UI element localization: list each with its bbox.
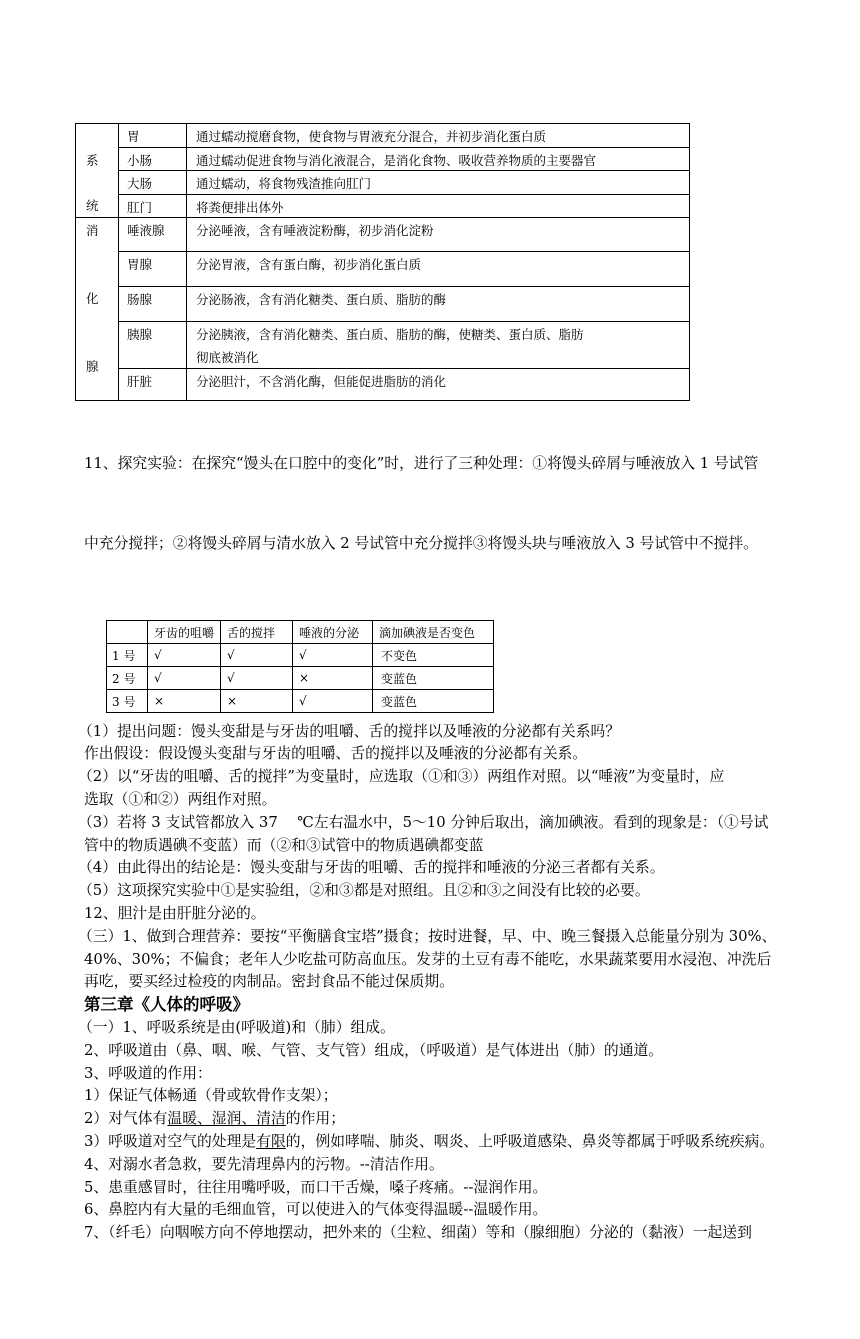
gland-name: 唾液腺 (119, 218, 187, 252)
gland-name: 肝脏 (119, 369, 187, 401)
line-text: 3）呼吸道对空气的处理是 (84, 1132, 257, 1150)
organ-function-text: 将粪便排出体外 (196, 200, 284, 215)
gland-function-text: 分泌胆汁，不含消化酶，但能促进脂肪的消化 (196, 374, 447, 389)
analysis-line: （1）提出问题：馒头变甜是与牙齿的咀嚼、舌的搅拌以及唾液的分泌都有关系吗？ (78, 722, 621, 740)
iodine-result-cell: 不变色 (373, 644, 494, 667)
gland-function-text: 分泌胃液，含有蛋白酶，初步消化蛋白质 (196, 257, 422, 272)
gland-function-text: 分泌肠液，含有消化糖类、蛋白质、脂肪的酶 (196, 292, 447, 307)
line-text: 2）对气体有 (84, 1110, 168, 1128)
organ-function (187, 124, 690, 148)
gland-function (187, 322, 690, 369)
organ-name: 肛门 (119, 195, 187, 218)
respiratory-line (84, 1131, 814, 1154)
gland-function-text: 分泌唾液，含有唾液淀粉酶，初步消化淀粉 (196, 223, 434, 238)
respiratory-line: 6、鼻腔内有大量的毛细血管，可以使进入的气体变得温暖--温暖作用。 (84, 1201, 548, 1219)
group-label-char: 统 (86, 198, 99, 213)
respiratory-line: （一）1、呼吸系统是由(呼吸道)和（肺）组成。 (78, 1018, 395, 1036)
group-label-system (76, 124, 119, 218)
tube-label: 3 号 (107, 690, 148, 713)
table-corner-cell (107, 621, 148, 644)
table-cell: √ (221, 667, 293, 690)
analysis-line: （5）这项探究实验中①是实验组，②和③都是对照组。且②和③之间没有比较的必要。 (78, 882, 650, 900)
underlined-text: 有限 (256, 1132, 286, 1150)
column-header: 舌的搅拌 (221, 621, 293, 644)
experiment-intro-line: 11、探究实验：在探究“馒头在口腔中的变化”时，进行了三种处理：①将馒头碎屑与唾液放入 1 号试管 (84, 455, 759, 472)
tube-label: 1 号 (107, 644, 148, 667)
group-label-char: 腺 (86, 359, 99, 374)
gland-function-text: 彻底被消化 (196, 350, 259, 365)
table-cell: × (148, 690, 221, 713)
analysis-line: （3）若将 3 支试管都放入 37 ℃左右温水中，5～10 分钟后取出，滴加碘液。看到的现象是：（①号试 (78, 813, 769, 831)
organ-function (187, 195, 690, 218)
gland-function-text: 分泌胰液，含有消化糖类、蛋白质、脂肪的酶，使糖类、蛋白质、脂肪 (196, 327, 584, 342)
digestive-organs-table (75, 123, 690, 401)
group-label-glands (76, 218, 119, 401)
group-label-char: 系 (86, 153, 99, 168)
table-cell: × (221, 690, 293, 713)
respiratory-line: 3、呼吸道的作用： (84, 1064, 212, 1082)
group-label-char: 化 (86, 291, 99, 306)
gland-name: 胰腺 (119, 322, 187, 369)
organ-function (187, 171, 690, 195)
organ-function-text: 通过蠕动促进食物与消化液混合，是消化食物、吸收营养物质的主要器官 (196, 153, 597, 168)
line-text: 的作用； (285, 1110, 345, 1128)
gland-name: 胃腺 (119, 252, 187, 287)
iodine-result-cell: 变蓝色 (373, 667, 494, 690)
iodine-result-cell: 变蓝色 (373, 690, 494, 713)
table-cell: √ (221, 644, 293, 667)
line-text: 的，例如哮喘、肺炎、咽炎、上呼吸道感染、鼻炎等都属于呼吸系统疾病。 (285, 1132, 775, 1150)
organ-function-text: 通过蠕动，将食物残渣推向肛门 (196, 176, 372, 191)
column-header: 滴加碘液是否变色 (373, 621, 494, 644)
respiratory-line: 1）保证气体畅通（骨或软骨作支架）； (84, 1087, 338, 1105)
body-text (78, 721, 814, 1245)
table-cell: √ (148, 667, 221, 690)
column-header: 唾液的分泌 (293, 621, 373, 644)
table-cell: √ (293, 644, 373, 667)
analysis-line: 管中的物质遇碘不变蓝）而（②和③试管中的物质遇碘都变蓝 (84, 836, 484, 854)
organ-name: 胃 (119, 124, 187, 148)
column-header: 牙齿的咀嚼 (148, 621, 221, 644)
group-label-char: 消 (86, 223, 99, 238)
gland-function (187, 252, 690, 287)
document-page (0, 123, 860, 1339)
underlined-text: 温暖、湿润、清洁 (167, 1110, 286, 1128)
organ-function (187, 148, 690, 171)
analysis-line: 作出假设：假设馒头变甜与牙齿的咀嚼、舌的搅拌以及唾液的分泌都有关系。 (84, 745, 588, 763)
organ-name: 大肠 (119, 171, 187, 195)
respiratory-line: 5、患重感冒时，往往用嘴呼吸，而口干舌燥，嗓子疼痛。--湿润作用。 (84, 1178, 548, 1196)
organ-function-text: 通过蠕动搅磨食物，使食物与胃液充分混合，并初步消化蛋白质 (196, 129, 547, 144)
chapter-heading: 第三章《人体的呼吸》 (84, 995, 249, 1015)
nutrition-line: （三）1、做到合理营养：要按“平衡膳食宝塔”摄食；按时进餐，早、中、晚三餐摄入总能量分别为 30%、 (78, 927, 777, 945)
nutrition-line: 再吃，要买经过检疫的肉制品。密封食品不能过保质期。 (84, 973, 454, 991)
table-cell: √ (148, 644, 221, 667)
respiratory-line (84, 1108, 814, 1131)
respiratory-line: 7、（纤毛）向咽喉方向不停地摆动，把外来的（尘粒、细菌）等和（腺细胞）分泌的（黏液）一起送到 (84, 1224, 752, 1242)
experiment-intro (84, 398, 814, 610)
gland-function (187, 369, 690, 401)
respiratory-line: 2、呼吸道由（鼻、咽、喉、气管、支气管）组成，（呼吸道）是气体进出（肺）的通道。 (84, 1041, 664, 1059)
respiratory-line: 4、对溺水者急救，要先清理鼻内的污物。--清洁作用。 (84, 1155, 444, 1173)
nutrition-line: 40%、30%；不偏食；老年人少吃盐可防高血压。发芽的土豆有毒不能吃，水果蔬菜要用水浸泡、冲洗后 (84, 950, 772, 968)
tube-label: 2 号 (107, 667, 148, 690)
gland-name: 肠腺 (119, 287, 187, 322)
analysis-line: （4）由此得出的结论是：馒头变甜与牙齿的咀嚼、舌的搅拌和唾液的分泌三者都有关系。 (78, 859, 665, 877)
experiment-intro-line: 中充分搅拌；②将馒头碎屑与清水放入 2 号试管中充分搅拌③将馒头块与唾液放入 3 号试管中不搅拌。 (84, 534, 758, 552)
analysis-line: 选取（①和②）两组作对照。 (84, 790, 277, 808)
bile-note: 12、胆汁是由肝脏分泌的。 (84, 904, 266, 922)
organ-name: 小肠 (119, 148, 187, 171)
table-cell: × (293, 667, 373, 690)
table-cell: √ (293, 690, 373, 713)
experiment-result-table (106, 620, 494, 713)
analysis-line: （2）以“牙齿的咀嚼、舌的搅拌”为变量时，应选取（①和③）两组作对照。以“唾液”为变量时，应 (78, 768, 725, 786)
gland-function (187, 287, 690, 322)
gland-function (187, 218, 690, 252)
